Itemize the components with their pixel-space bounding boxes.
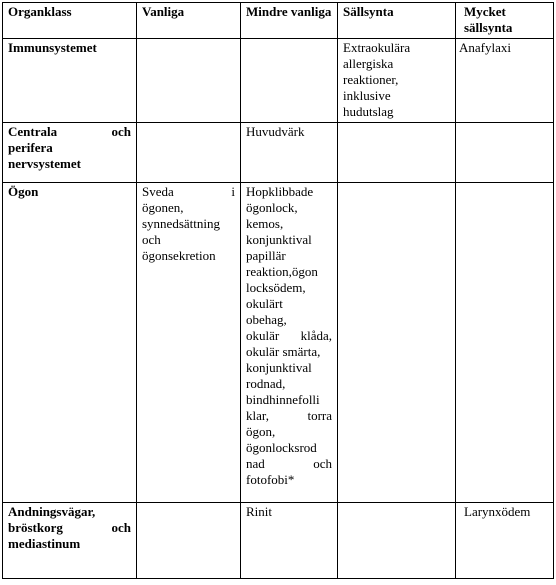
table-row — [3, 123, 554, 183]
cell-line: inklusive — [343, 88, 391, 103]
cell-line: bröstkorg och — [8, 520, 131, 535]
cell-line: nervsystemet — [8, 156, 81, 171]
cell-line: reaktioner, — [343, 72, 399, 87]
table-row — [3, 183, 554, 503]
table-row — [3, 503, 554, 579]
common-cell — [137, 183, 241, 503]
very-rare-cell — [456, 123, 554, 183]
header-common: Vanliga — [137, 3, 241, 39]
very-rare-cell: Larynxödem — [456, 503, 554, 579]
header-very-rare: Mycket sällsynta — [456, 3, 554, 39]
cell-line: konjunktival — [246, 360, 312, 375]
organ-class-cell — [3, 503, 137, 579]
header-uncommon: Mindre vanliga — [241, 3, 338, 39]
table-header-row — [3, 3, 554, 39]
uncommon-cell: Huvudvärk — [241, 123, 338, 183]
very-rare-cell — [456, 183, 554, 503]
cell-line: konjunktival — [246, 232, 312, 247]
cell-line: rodnad, — [246, 376, 286, 391]
table-row — [3, 39, 554, 123]
cell-line: bindhinnefolli — [246, 392, 320, 407]
uncommon-cell — [241, 183, 338, 503]
rare-cell — [338, 123, 456, 183]
cell-line: locksödem, — [246, 280, 306, 295]
cell-line: klar, torra — [246, 408, 332, 423]
adverse-reactions-table — [2, 2, 554, 579]
cell-line: papillär — [246, 248, 286, 263]
cell-line: allergiska — [343, 56, 394, 71]
cell-line: Andningsvägar, — [8, 504, 96, 519]
cell-line: fotofobi* — [246, 472, 295, 487]
very-rare-cell: Anafylaxi — [456, 39, 554, 123]
cell-line: och — [142, 232, 161, 247]
cell-line: obehag, — [246, 312, 287, 327]
organ-class-cell: Ögon — [3, 183, 137, 503]
cell-line: ögonen, — [142, 200, 184, 215]
cell-line: okulärt — [246, 296, 283, 311]
uncommon-cell — [241, 39, 338, 123]
rare-cell — [338, 503, 456, 579]
cell-line: reaktion,ögon — [246, 264, 318, 279]
cell-line: Sveda i — [142, 184, 235, 199]
header-rare: Sällsynta — [338, 3, 456, 39]
cell-line: okulär smärta, — [246, 344, 321, 359]
cell-line: okulär klåda, — [246, 328, 332, 343]
cell-line: hudutslag — [343, 104, 394, 119]
cell-line: Centrala och — [8, 124, 131, 139]
organ-class-cell: Immunsystemet — [3, 39, 137, 123]
common-cell — [137, 123, 241, 183]
rare-cell — [338, 39, 456, 123]
cell-line: ögon, — [246, 424, 276, 439]
cell-line: ögonlock, — [246, 200, 298, 215]
cell-line: Extraokulära — [343, 40, 411, 55]
cell-line: perifera — [8, 140, 53, 155]
uncommon-cell: Rinit — [241, 503, 338, 579]
common-cell — [137, 39, 241, 123]
rare-cell — [338, 183, 456, 503]
cell-line: synnedsättning — [142, 216, 220, 231]
cell-line: nad och — [246, 456, 332, 471]
cell-line: Hopklibbade — [246, 184, 314, 199]
cell-line: ögonsekretion — [142, 248, 216, 263]
common-cell — [137, 503, 241, 579]
header-organ-class: Organklass — [3, 3, 137, 39]
organ-class-cell — [3, 123, 137, 183]
cell-line: ögonlocksrod — [246, 440, 317, 455]
cell-line: mediastinum — [8, 536, 81, 551]
cell-line: kemos, — [246, 216, 284, 231]
